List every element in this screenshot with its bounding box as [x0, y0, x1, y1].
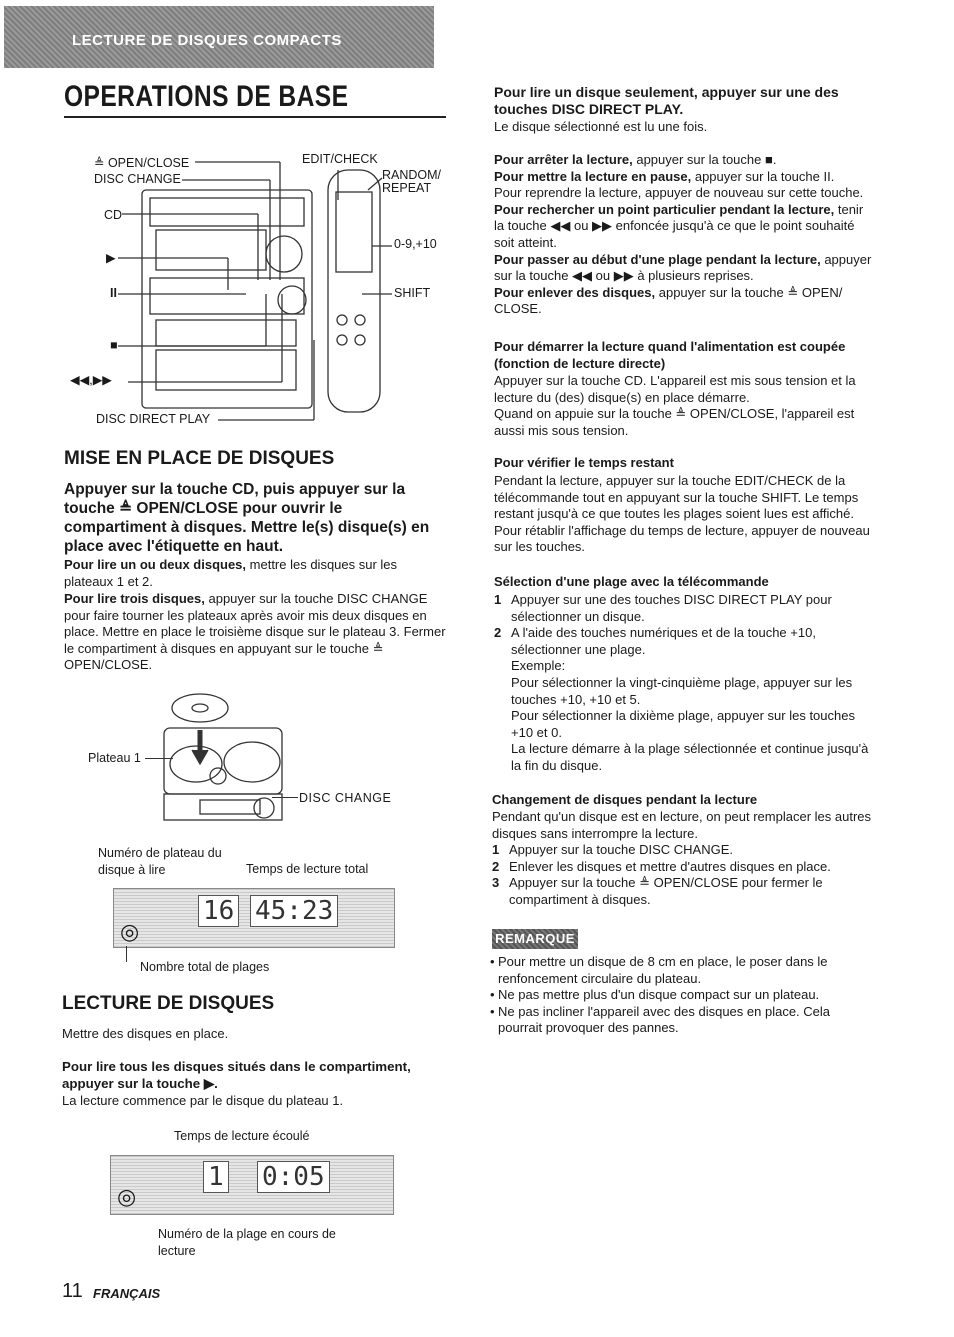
changement-block	[492, 809, 876, 909]
label-skip: ◀◀,▶▶	[70, 373, 112, 387]
p1-text: mettre les disques sur les plateaux 1 et 2.	[64, 557, 398, 589]
instr-pause-text: appuyer sur la touche II.	[691, 168, 835, 184]
step-number: 2	[494, 625, 502, 641]
demarrer-title: Pour démarrer la lecture quand l'alimentation est coupée (fonction de lecture directe)	[494, 339, 846, 371]
label-shift: SHIFT	[394, 286, 431, 300]
verifier-text: Pendant la lecture, appuyer sur la touche EDIT/CHECK de la télécommande tout en appuyant sur la touche SHIFT. Le temps restant jusqu'à ce que toutes les plages soient lues est affiché. Pour rétablir l'affichage du temps de lecture, appuyer de nouveau sur les touches.	[494, 473, 870, 555]
instr-enlever-text: appuyer sur la touche ≜ OPEN/ CLOSE.	[494, 284, 843, 317]
exemple-3: La lecture démarre à la plage sélectionnée et continue jusqu'à la fin du disque.	[511, 741, 869, 773]
instr-arreter-bold: Pour arrêter la lecture,	[494, 152, 633, 167]
instr-enlever-bold: Pour enlever des disques,	[494, 284, 656, 300]
step-text: Appuyer sur la touche DISC CHANGE.	[509, 842, 733, 858]
lcd-display-total	[113, 888, 395, 948]
label-temps-total: Temps de lecture total	[246, 862, 369, 876]
step-text: Appuyer sur la touche ≜ OPEN/CLOSE pour fermer le compartiment à disques.	[509, 875, 823, 907]
exemple-1: Pour sélectionner la vingt-cinquième plage, appuyer sur les touches +10, +10 et 5.	[511, 674, 853, 707]
instr-passer	[494, 252, 876, 285]
label-cd: CD	[104, 208, 123, 222]
instr-reprendre: Pour reprendre la lecture, appuyer de nouveau sur cette touche.	[494, 185, 864, 201]
label-stop: ■	[110, 338, 118, 352]
instr-rechercher	[494, 202, 876, 252]
footer-language: FRANÇAIS	[93, 1286, 161, 1301]
instr-arreter-text: appuyer sur la touche ■.	[632, 152, 777, 167]
changement-step-3	[492, 875, 876, 908]
remarque-item-2: • Ne pas mettre plus d'un disque compact sur un plateau.	[490, 987, 876, 1004]
remarque-item-1: • Pour mettre un disque de 8 cm en place, le poser dans le renfoncement circulaire du plateau.	[490, 954, 876, 987]
label-tray-disc-change: DISC CHANGE	[299, 791, 392, 805]
changement-text: Pendant qu'un disque est en lecture, on peut remplacer les autres disques sans interrompre la lecture.	[492, 809, 871, 841]
mise-en-place-p1	[64, 557, 446, 590]
exemple-2: Pour sélectionner la dixième plage, appuyer sur les touches +10 et 0.	[511, 708, 855, 740]
lcd-track-number: 1	[203, 1161, 229, 1193]
p2-bold: Pour lire trois disques,	[64, 591, 205, 606]
instr-passer-bold: Pour passer au début d'une plage pendant la lecture,	[494, 251, 821, 267]
label-open-close: ≜ OPEN/CLOSE	[94, 156, 190, 170]
step-number: 1	[494, 592, 502, 607]
lecture-intro: Mettre des disques en place.	[62, 1026, 229, 1041]
instr-rechercher-text: tenir la touche ◀◀ ou ▶▶ enfoncée jusqu'à ce que le point souhaité soit atteint.	[494, 201, 864, 250]
p2-text: appuyer sur la touche DISC CHANGE pour faire tourner les plateaux après avoir mis deux disques en place. Mettre en place le troisième disque sur le plateau 3. Fermer le compartiment à disques en appuyant sur le touche ≜ OPEN/CLOSE.	[64, 591, 446, 673]
lcd-display-elapsed	[110, 1155, 394, 1215]
step-number: 2	[492, 858, 500, 874]
instr-rechercher-bold: Pour rechercher un point particulier pendant la lecture,	[494, 201, 835, 217]
disc-icon: ◎	[117, 1184, 137, 1209]
page-number: 11	[62, 1280, 83, 1302]
section-title-lecture: LECTURE DE DISQUES	[62, 993, 275, 1014]
instr-pause-bold: Pour mettre la lecture en pause,	[494, 168, 692, 184]
label-numero-plateau: Numéro de plateau du disque à lire	[98, 846, 222, 877]
exemple-label: Exemple:	[511, 658, 566, 674]
label-number-keys: 0-9,+10	[394, 237, 437, 251]
lcd-elapsed-time: 0:05	[257, 1161, 330, 1193]
lecture-lead: Pour lire tous les disques situés dans le compartiment, appuyer sur la touche ▶.	[62, 1059, 411, 1091]
label-temps-ecoule: Temps de lecture écoulé	[174, 1129, 310, 1143]
selection-title: Sélection d'une plage avec la télécommande	[494, 574, 769, 589]
step-text: Appuyer sur une des touches DISC DIRECT PLAY pour sélectionner un disque.	[511, 592, 832, 624]
changement-step-1	[492, 842, 876, 859]
p1-bold: Pour lire un ou deux disques,	[64, 557, 247, 572]
label-nombre-total: Nombre total de plages	[140, 960, 270, 974]
verifier-title: Pour vérifier le temps restant	[494, 455, 674, 470]
right-lead-text: Le disque sélectionné est lu une fois.	[494, 119, 708, 134]
step-text: Enlever les disques et mettre d'autres disques en place.	[509, 858, 831, 874]
label-edit-check: EDIT/CHECK	[302, 152, 378, 166]
instr-passer-text: appuyer sur la touche ◀◀ ou ▶▶ à plusieurs reprises.	[494, 251, 872, 284]
label-plateau-1: Plateau 1	[88, 751, 141, 765]
disc-tray-illustration	[160, 684, 290, 824]
lecture-text: La lecture commence par le disque du plateau 1.	[62, 1093, 344, 1108]
selection-list	[494, 592, 876, 775]
label-numero-plage: Numéro de la plage en cours de lecture	[158, 1227, 336, 1258]
leader-nombre	[126, 946, 127, 962]
demarrer-p2: Quand on appuie sur la touche ≜ OPEN/CLOSE, l'appareil est aussi mis sous tension.	[494, 406, 855, 438]
page-title: OPERATIONS DE BASE	[64, 80, 349, 113]
mise-en-place-lead: Appuyer sur la touche CD, puis appuyer sur la touche ≜ OPEN/CLOSE pour ouvrir le compartiment à disques. Mettre le(s) disque(s) en place avec l'étiquette en haut.	[64, 481, 430, 555]
step-number: 3	[492, 875, 500, 891]
step-text: A l'aide des touches numériques et de la touche +10, sélectionner une plage.	[511, 625, 816, 657]
lcd-total-time: 45:23	[250, 895, 338, 927]
changement-step-2	[492, 859, 876, 876]
lcd-disc-number: 16	[198, 895, 239, 927]
step-number: 1	[492, 842, 500, 858]
leader-disc-change	[272, 797, 298, 798]
instr-arreter	[494, 152, 876, 169]
section-title-mise-en-place: MISE EN PLACE DE DISQUES	[64, 448, 335, 469]
remarque-list	[490, 954, 876, 1037]
leader-plateau	[145, 758, 173, 759]
changement-title: Changement de disques pendant la lecture	[492, 792, 758, 807]
demarrer-p1: Appuyer sur la touche CD. L'appareil est mis sous tension et la lecture du (des) disque(s) en place démarre.	[494, 373, 856, 405]
instructions-block	[494, 152, 876, 318]
remarque-badge: REMARQUE	[492, 929, 578, 949]
selection-step-1	[494, 592, 876, 625]
right-lead: Pour lire un disque seulement, appuyer sur une des touches DISC DIRECT PLAY.	[494, 84, 839, 117]
instr-enlever	[494, 285, 876, 318]
title-underline	[64, 116, 446, 118]
label-random: RANDOM/	[382, 168, 442, 182]
label-repeat: REPEAT	[382, 181, 432, 195]
selection-step-2	[494, 625, 876, 774]
label-pause: II	[110, 286, 117, 300]
label-disc-direct-play: DISC DIRECT PLAY	[96, 412, 211, 426]
label-disc-change: DISC CHANGE	[94, 172, 181, 186]
instr-pause	[494, 169, 876, 186]
remarque-item-3: • Ne pas incliner l'appareil avec des disques en place. Cela pourrait provoquer des pannes.	[490, 1004, 876, 1037]
section-header-title: LECTURE DE DISQUES COMPACTS	[72, 32, 342, 49]
device-diagram	[70, 150, 450, 430]
label-play: ▶	[106, 251, 116, 265]
mise-en-place-p2	[64, 591, 446, 674]
disc-icon: ◎	[120, 919, 140, 944]
